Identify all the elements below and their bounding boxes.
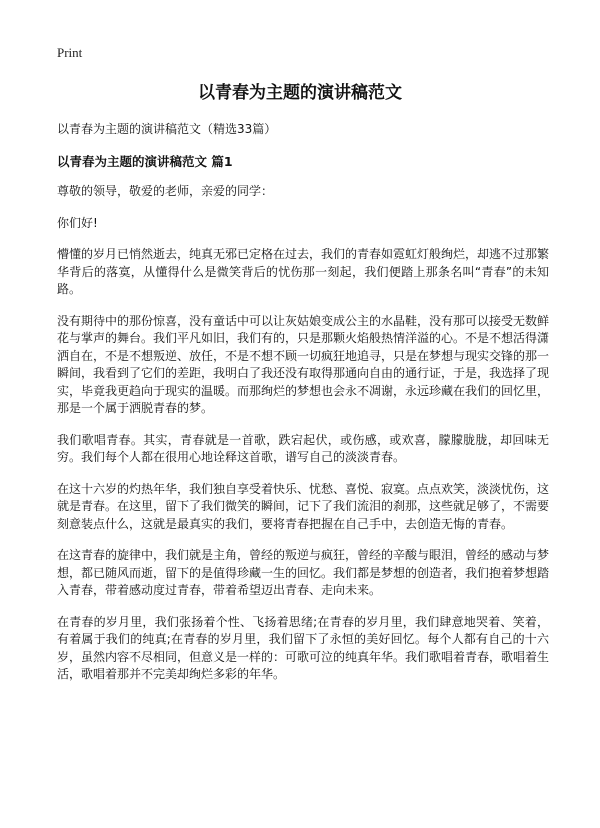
paragraph: 在这青春的旋律中，我们就是主角，曾经的叛逆与疯狂，曾经的辛酸与眼泪，曾经的感动与梦想，都已随风而逝，留下的是值得珍藏一生的回忆。我们都是梦想的创造者，我们抱着梦想踏入青春，带着感动度过青春，带着希望迈出青春、走向未来。 [57, 548, 550, 597]
paragraph: 在青春的岁月里，我们张扬着个性、飞扬着思绪;在青春的岁月里，我们肆意地哭着、笑着，有着属于我们的纯真;在青春的岁月里，我们留下了永恒的美好回忆。每个人都有自己的十六岁，虽然内容不尽相同，但意义是一样的：可歌可泣的纯真年华。我们歌唱着青春，歌唱着生活，歌唱着那并不完美却绚烂多彩的年华。 [57, 614, 550, 681]
article-body [57, 183, 549, 698]
paragraph: 没有期待中的那份惊喜，没有童话中可以让灰姑娘变成公主的水晶鞋，没有那可以接受无数鲜花与掌声的舞台。我们平凡如旧，我们有的，只是那颗火焰般热情洋溢的心。不是不想活得潇洒自在，不是不想叛逆、放任，不是不想不顾一切疯狂地追寻，只是在梦想与现实交锋的那一瞬间，我看到了它们的差距，我明白了我还没有取得那通向自由的通行证，于是，我选择了现实，毕竟我更趋向于现实的温暖。而那绚烂的梦想也会永不凋谢，永远珍藏在我们的回忆里，那是一个属于洒脱青春的梦。 [57, 313, 550, 415]
subtitle: 以青春为主题的演讲稿范文（精选33篇） [57, 122, 277, 136]
paragraph-greeting: 尊敬的领导，敬爱的老师，亲爱的同学： [57, 184, 274, 198]
paragraph-hello: 你们好! [57, 215, 98, 230]
paragraph: 我们歌唱青春。其实，青春就是一首歌，跌宕起伏，或伤感，或欢喜，朦朦胧胧，却回味无穷。我们每个人都在很用心地诠释这首歌，谱写自己的淡淡青春。 [57, 432, 549, 464]
print-link[interactable]: Print [57, 45, 83, 60]
paragraph: 懵懂的岁月已悄然逝去，纯真无邪已定格在过去，我们的青春如霓虹灯般绚烂，却逃不过那繁华背后的落寞，从懂得什么是微笑背后的忧伤那一刻起，我们便踏上那条名叫“青春”的未知路。 [57, 247, 550, 296]
page-title: 以青春为主题的演讲稿范文 [198, 83, 402, 103]
paragraph: 在这十六岁的灼热年华，我们独自享受着快乐、忧愁、喜悦、寂寞。点点欢笑，淡淡忧伤，这就是青春。在这里，留下了我们微笑的瞬间，记下了我们流泪的刹那，这些就足够了，不需要刻意装点什么，这就是最真实的我们，要将青春把握在自己手中，去创造无悔的青春。 [57, 481, 550, 531]
section-heading: 以青春为主题的演讲稿范文 篇1 [57, 154, 233, 169]
